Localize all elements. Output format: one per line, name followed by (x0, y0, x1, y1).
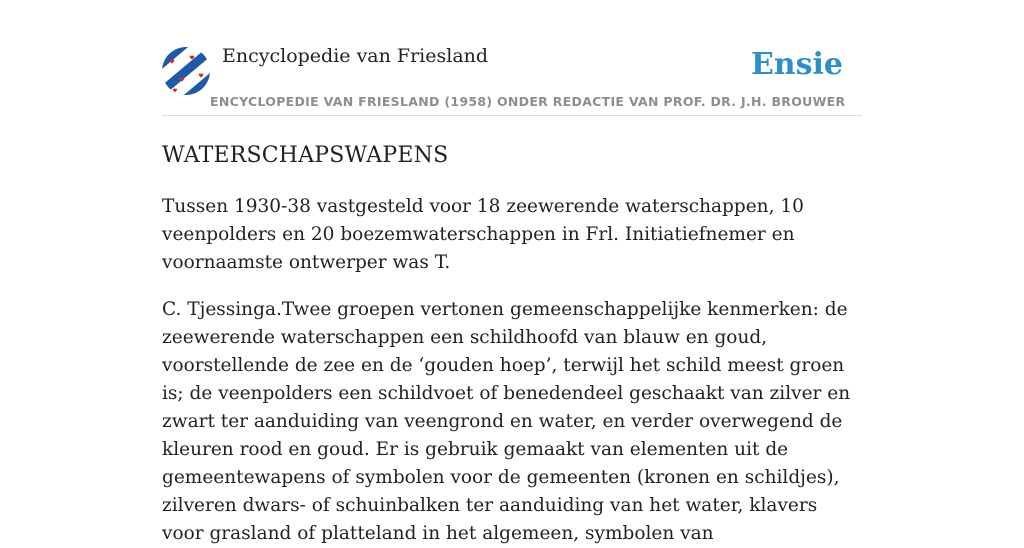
content-column (162, 0, 862, 548)
source-header (162, 0, 862, 116)
source-subtitle: ENCYCLOPEDIE VAN FRIESLAND (1958) ONDER REDACTIE VAN PROF. DR. J.H. BROUWER (210, 94, 846, 109)
ensie-brand-logo[interactable]: Ensie (750, 47, 843, 82)
article-paragraph-2: C. Tjessinga.Twee groepen vertonen gemeenschappelijke kenmerken: de zeewerende waterschappen een schildhoofd van blauw en goud, voorstellende de zee en de ‘gouden hoep’, terwijl het schild meest groen is; de veenpolders een schildvoet of benedendeel geschaakt van zilver en zwart ter aanduiding van veengrond en water, en verder overwegend de kleuren rood en goud. Er is gebruik gemaakt van elementen uit de gemeentewapens of symbolen voor de gemeenten (kronen en schildjes), zilveren dwars- of schuinbalken ter aanduiding van het water, klavers voor grasland of platteland in het algemeen, symbolen van (162, 299, 851, 544)
source-title[interactable]: Encyclopedie van Friesland (222, 45, 489, 67)
article-title: WATERSCHAPSWAPENS (162, 143, 449, 168)
article-paragraph-1: Tussen 1930-38 vastgesteld voor 18 zeewerende waterschappen, 10 veenpolders en 20 boezemwaterschappen in Frl. Initiatiefnemer en voornaamste ontwerper was T. (162, 196, 804, 273)
friesland-flag-logo-icon[interactable] (162, 47, 210, 95)
